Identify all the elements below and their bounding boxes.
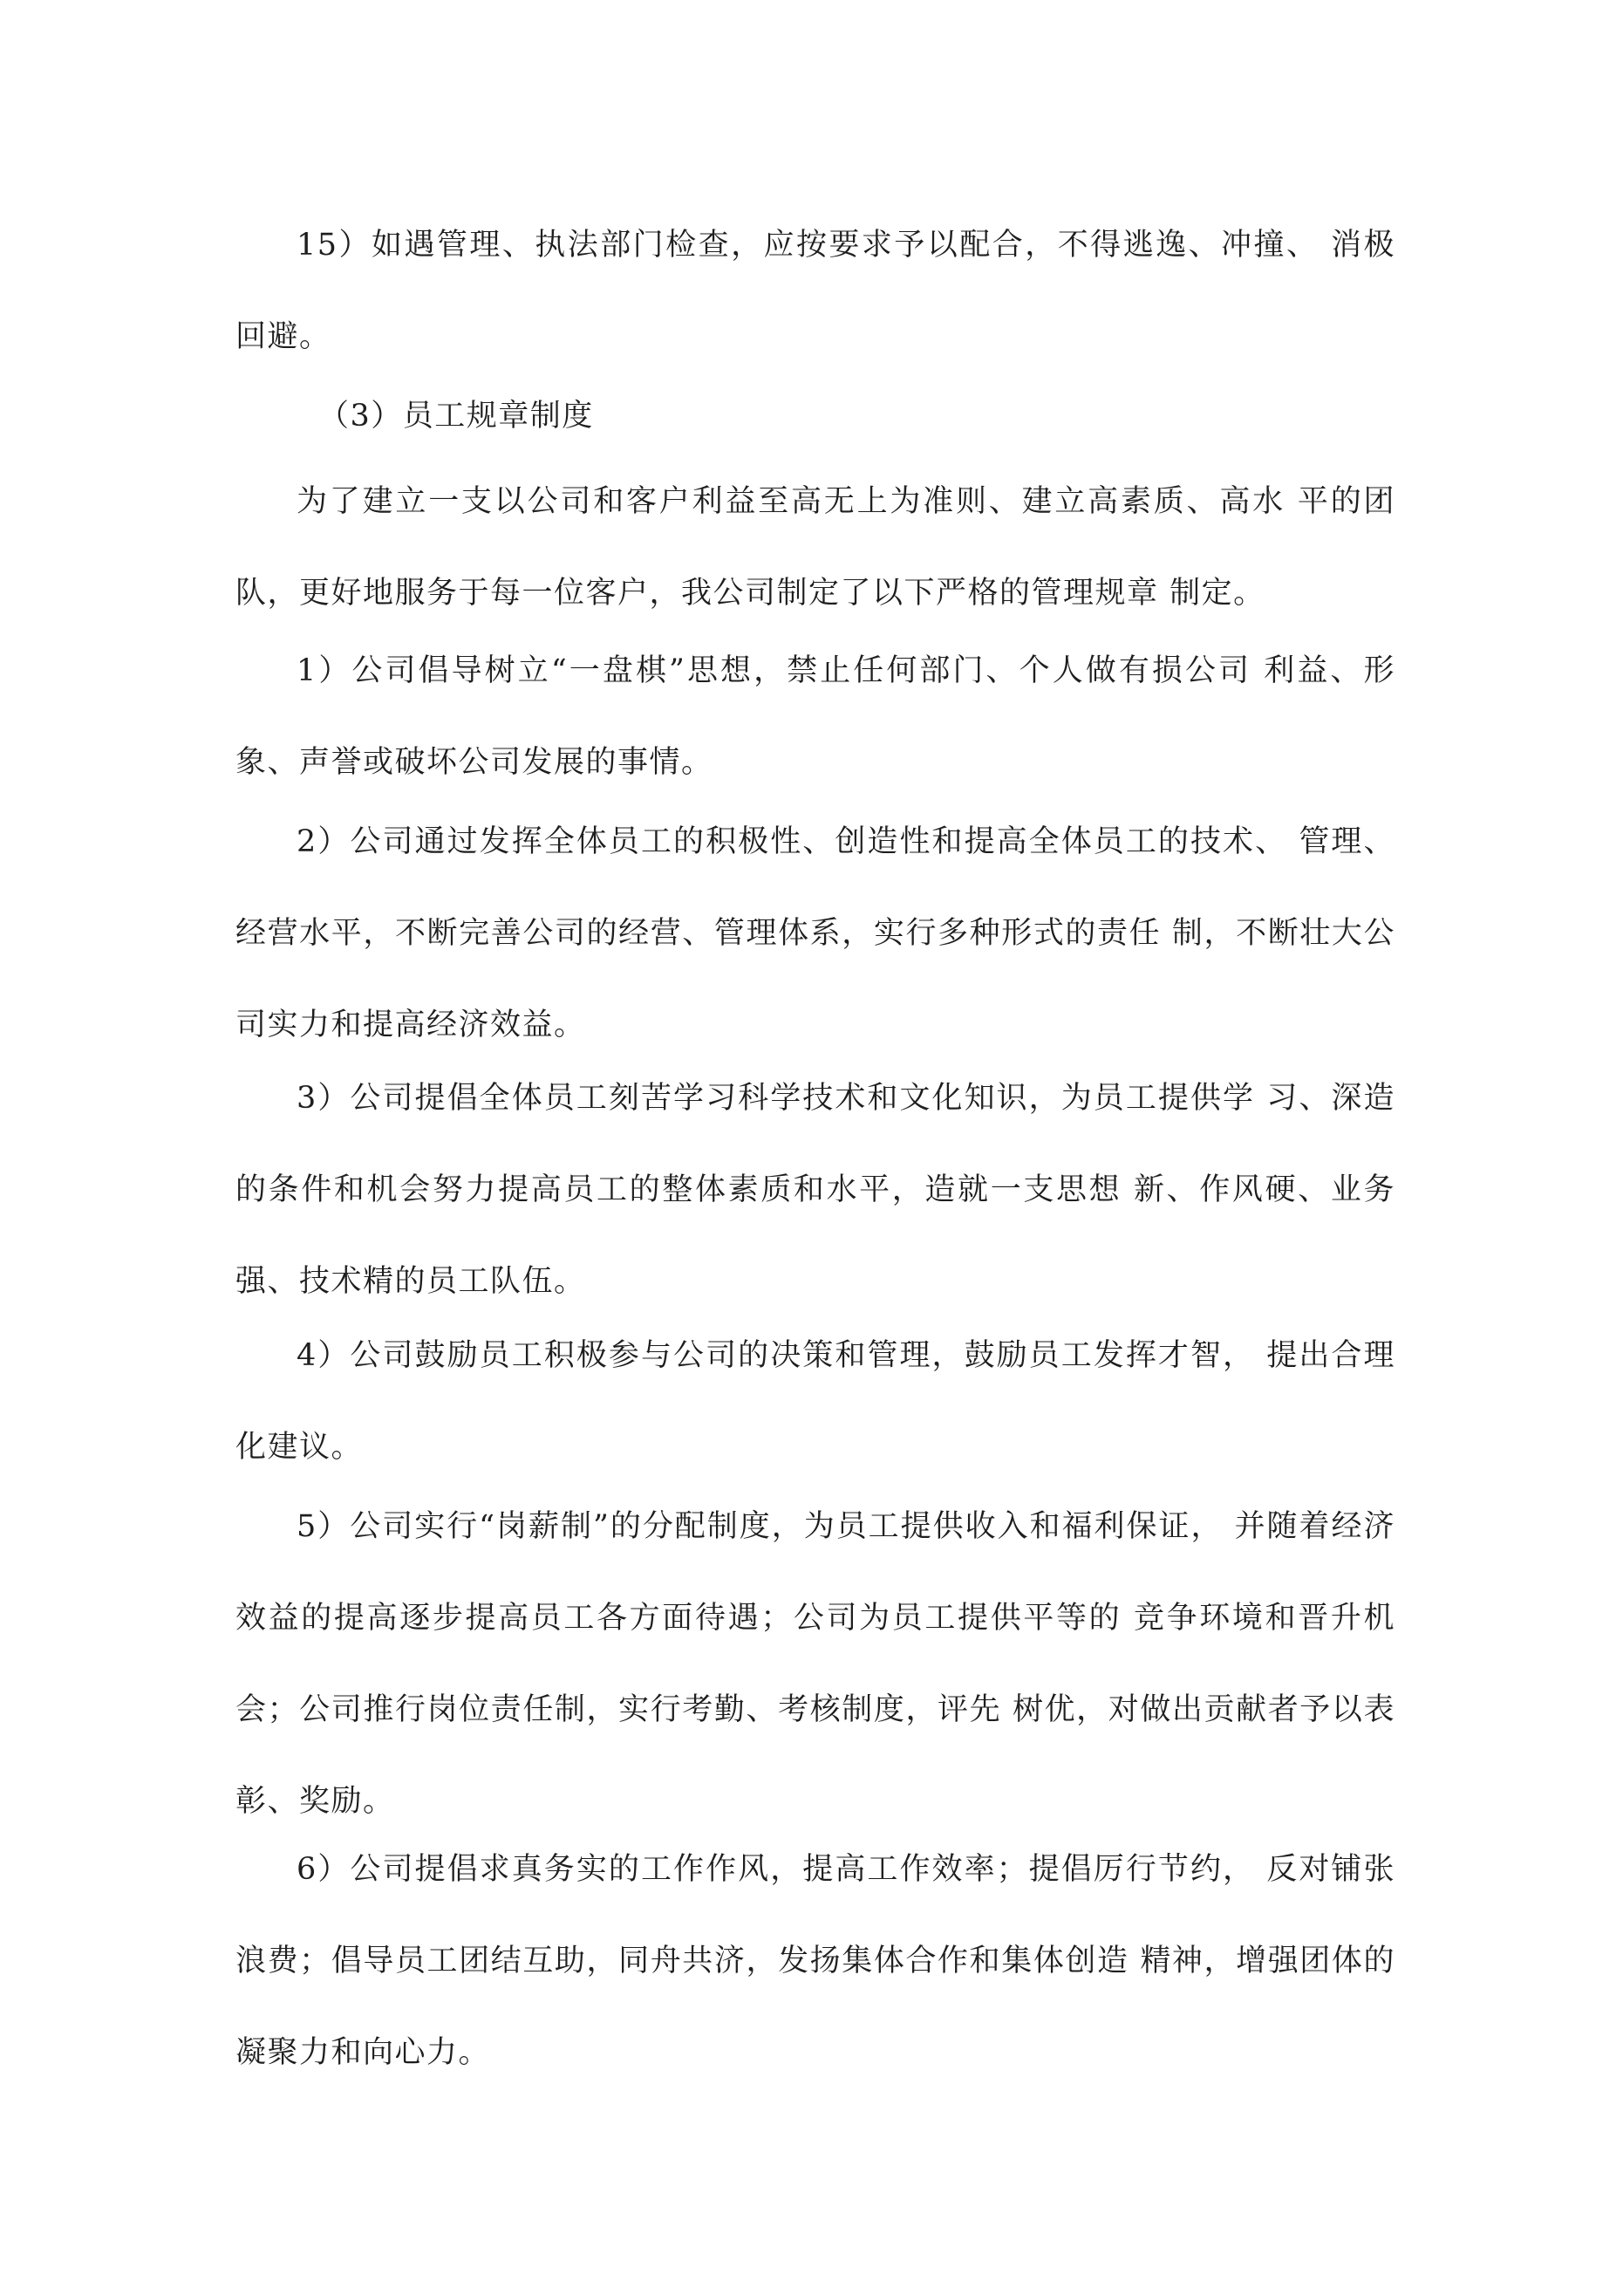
paragraph-rule-5: 5）公司实行“岗薪制”的分配制度，为员工提供收入和福利保证， 并随着经济效益的提高逐步提高员工各方面待遇；公司为员工提供平等的 竞争环境和晋升机会；公司推行岗位责任制，实行考勤、考核制度，评先 树优，对做出贡献者予以表彰、奖励。 (235, 1509, 1395, 1819)
paragraph-rule-6: 6）公司提倡求真务实的工作作风，提高工作效率；提倡厉行节约， 反对铺张浪费；倡导员工团结互助，同舟共济，发扬集体合作和集体创造 精神，增强团体的凝聚力和向心力。 (235, 1852, 1395, 2070)
paragraph-item-15: 15）如遇管理、执法部门检查，应按要求予以配合，不得逃逸、冲撞、 消极回避。 (235, 228, 1395, 354)
paragraph-rule-1: 1）公司倡导树立“一盘棋”思想，禁止任何部门、个人做有损公司 利益、形象、声誉或破坏公司发展的事情。 (235, 653, 1395, 780)
section-heading-employee-rules: （3）员工规章制度 (318, 399, 594, 434)
paragraph-rule-3: 3）公司提倡全体员工刻苦学习科学技术和文化知识，为员工提供学 习、深造的条件和机会努力提高员工的整体素质和水平，造就一支思想 新、作风硬、业务强、技术精的员工队伍。 (235, 1081, 1395, 1299)
paragraph-rule-2: 2）公司通过发挥全体员工的积极性、创造性和提高全体员工的技术、 管理、经营水平，不断完善公司的经营、管理体系，实行多种形式的责任 制，不断壮大公司实力和提高经济效益。 (235, 824, 1395, 1042)
paragraph-rule-4: 4）公司鼓励员工积极参与公司的决策和管理，鼓励员工发挥才智， 提出合理化建议。 (235, 1338, 1395, 1465)
paragraph-intro: 为了建立一支以公司和客户利益至高无上为准则、建立高素质、高水 平的团队，更好地服务于每一位客户，我公司制定了以下严格的管理规章 制定。 (235, 484, 1395, 611)
